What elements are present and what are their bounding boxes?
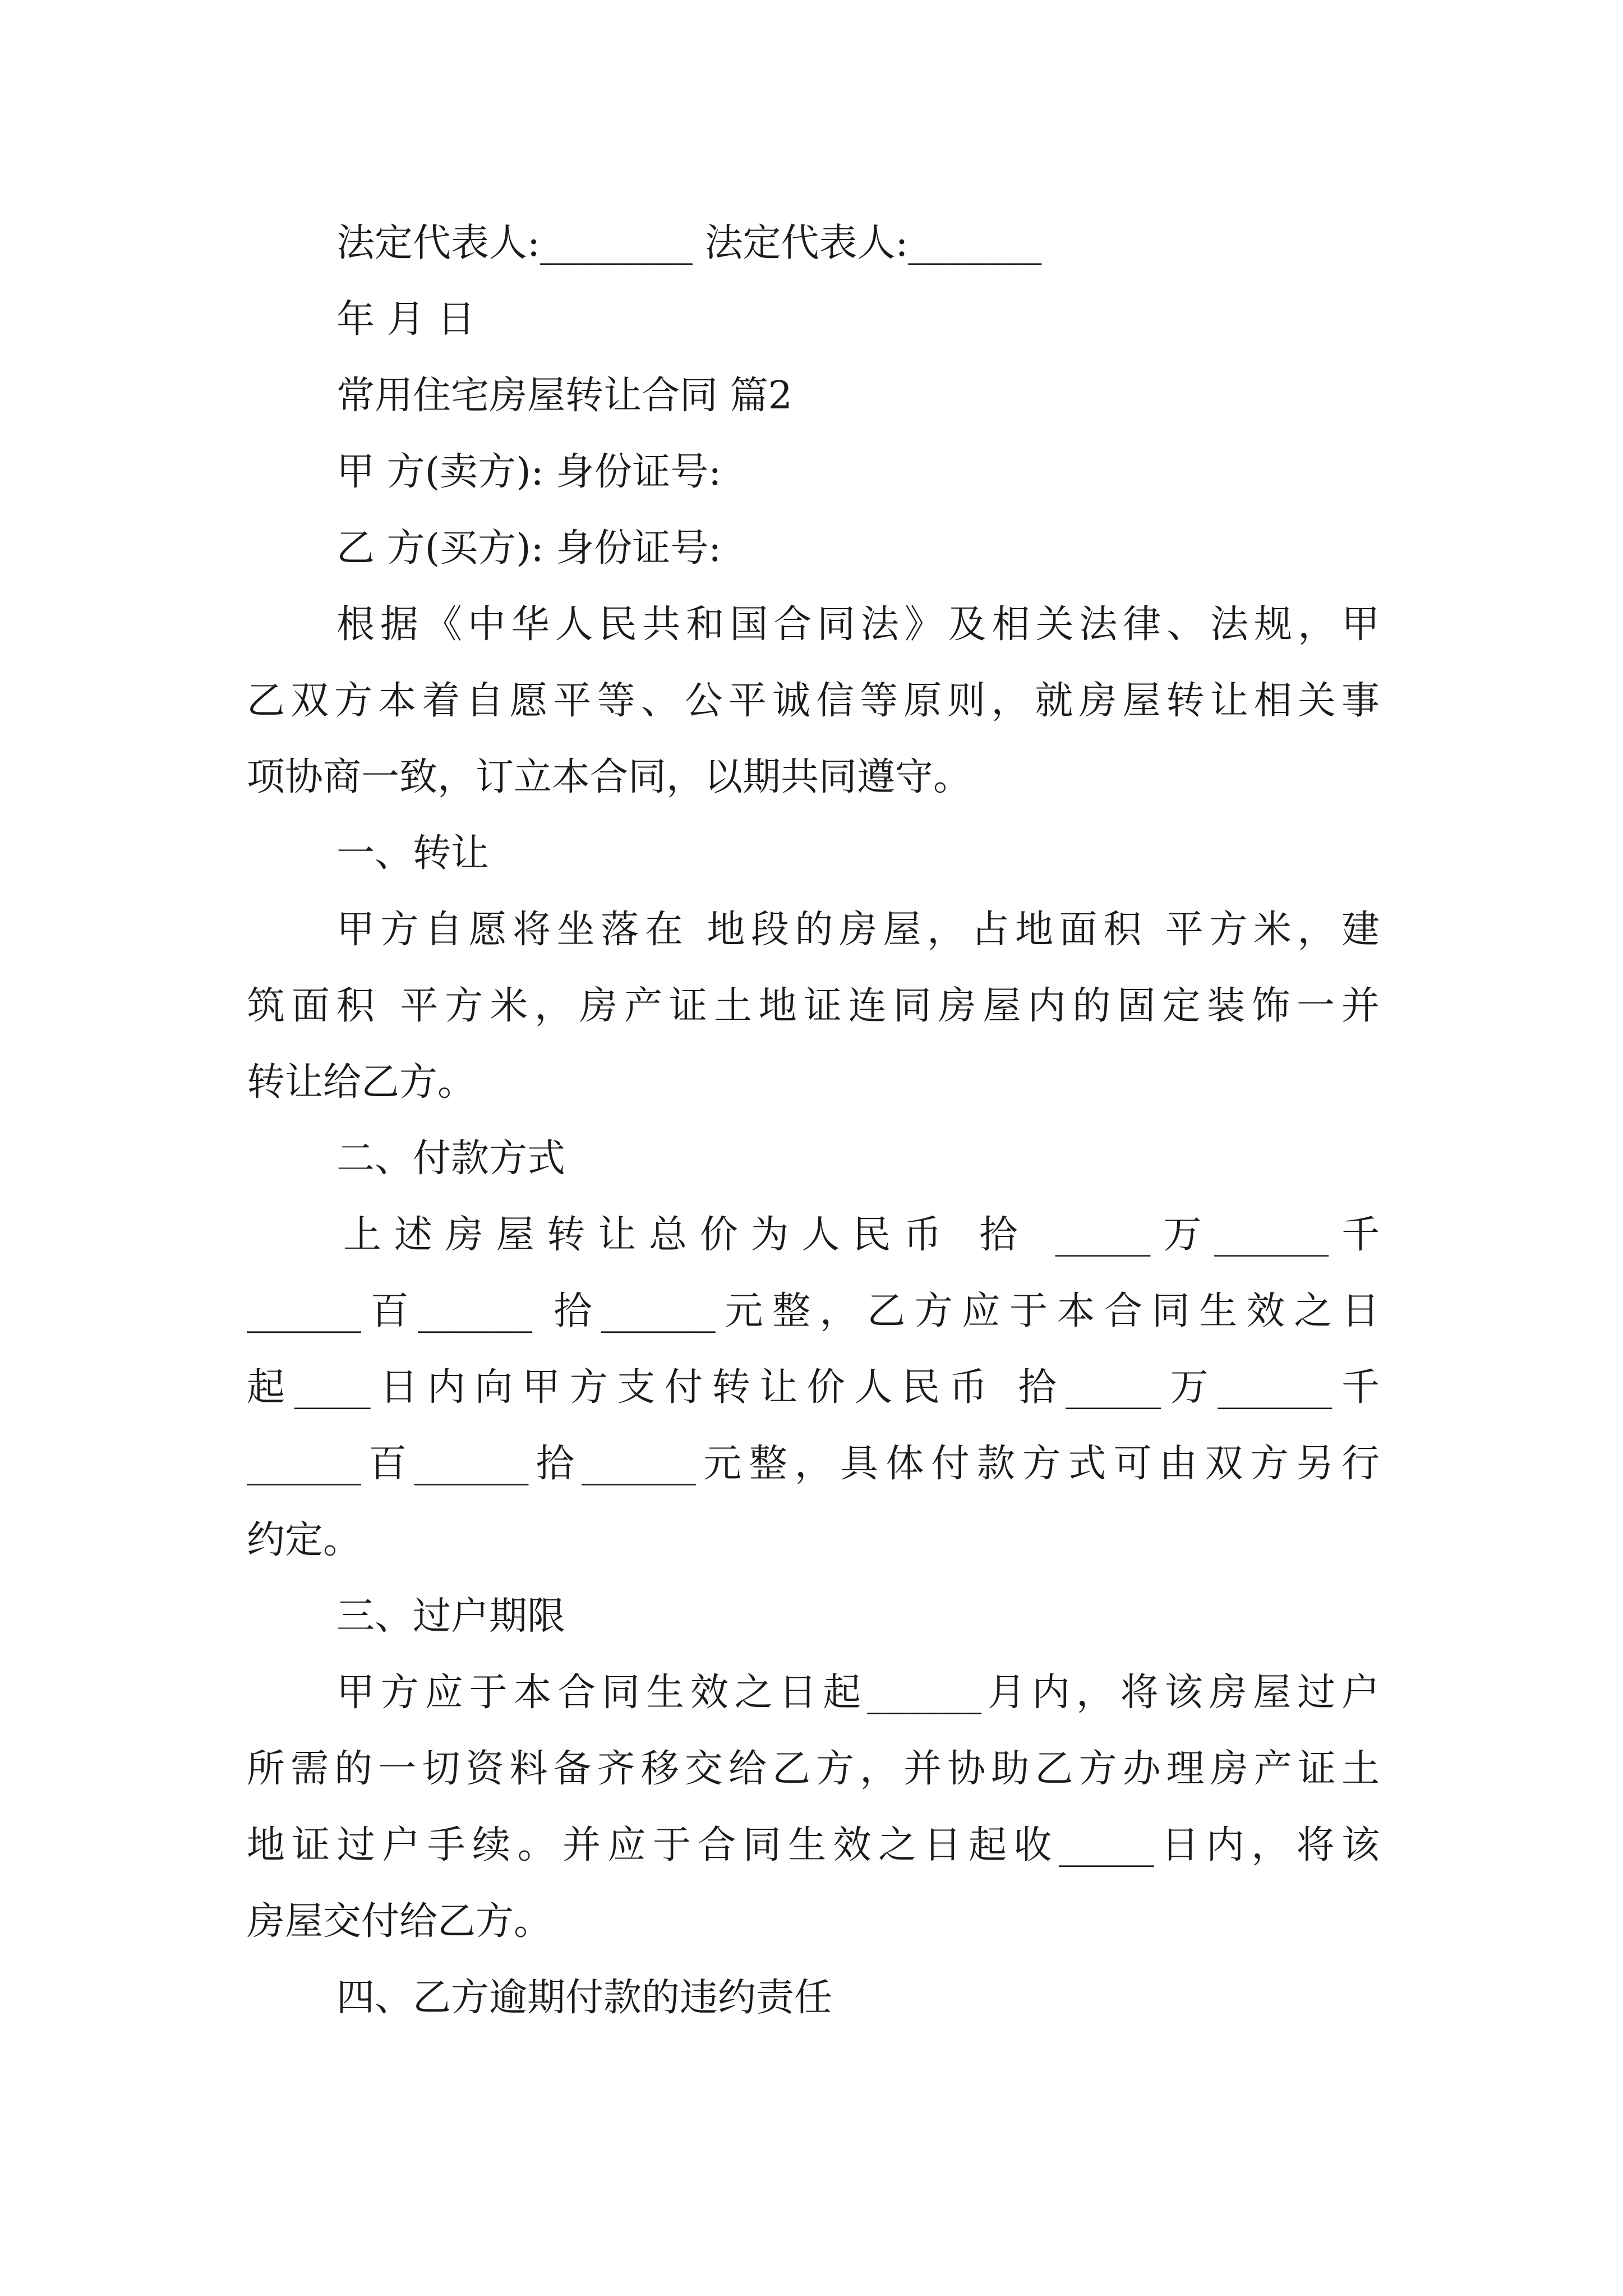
section-heading-late-payment: 四、乙方逾期付款的违约责任 [336, 1976, 833, 2020]
party-b-line: 乙 方(买方): 身份证号: [336, 526, 722, 570]
preamble-line-3: 项协商一致，订立本合同，以期共同遵守。 [247, 755, 972, 799]
transfer-line-1: 甲方自愿将坐落在 地段的房屋，占地面积 平方米，建 [336, 908, 1380, 952]
deadline-line-1: 甲方应于本合同生效之日起______月内，将该房屋过户 [336, 1671, 1380, 1715]
deadline-line-4: 房屋交付给乙方。 [247, 1899, 552, 1944]
payment-line-1: 上述房屋转让总价为人民币 拾 _____万______千 [343, 1213, 1380, 1257]
payment-line-3: 起____日内向甲方支付转让价人民币 拾_____万______千 [247, 1365, 1380, 1410]
party-a-line: 甲 方(卖方): 身份证号: [336, 450, 722, 494]
section-heading-payment: 二、付款方式 [336, 1137, 566, 1181]
preamble-line-1: 根据《中华人民共和国合同法》及相关法律、法规，甲 [336, 602, 1380, 647]
document-title: 常用住宅房屋转让合同 篇2 [336, 374, 792, 418]
payment-line-4: ______百______拾______元整，具体付款方式可由双方另行 [247, 1442, 1380, 1486]
section-heading-transfer: 一、转让 [336, 831, 490, 876]
section-heading-transfer-deadline: 三、过户期限 [336, 1594, 566, 1639]
payment-line-2: ______百______ 拾______元整，乙方应于本合同生效之日 [247, 1289, 1380, 1333]
signature-line: 法定代表人:________ 法定代表人:_______ [336, 221, 1042, 265]
transfer-line-3: 转让给乙方。 [247, 1060, 476, 1105]
date-line: 年 月 日 [336, 297, 476, 342]
transfer-line-2: 筑面积 平方米，房产证土地证连同房屋内的固定装饰一并 [247, 984, 1380, 1028]
deadline-line-3: 地证过户手续。并应于合同生效之日起收_____日内，将该 [247, 1823, 1380, 1867]
payment-line-5: 约定。 [247, 1518, 362, 1562]
deadline-line-2: 所需的一切资料备齐移交给乙方，并协助乙方办理房产证土 [247, 1747, 1380, 1791]
preamble-line-2: 乙双方本着自愿平等、公平诚信等原则，就房屋转让相关事 [247, 679, 1380, 723]
